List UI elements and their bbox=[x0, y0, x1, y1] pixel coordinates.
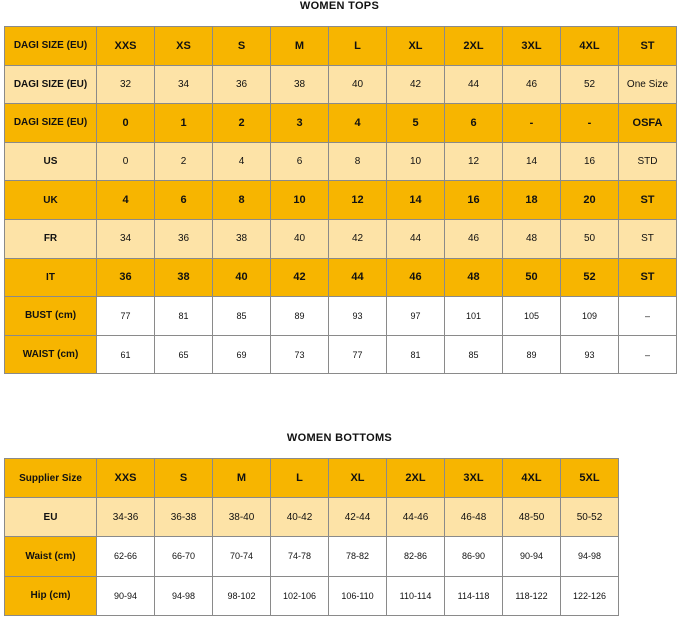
table-cell: 10 bbox=[387, 142, 445, 181]
table-cell: 32 bbox=[97, 65, 155, 104]
table-cell: 46 bbox=[503, 65, 561, 104]
row-header-cell: US bbox=[5, 142, 97, 181]
table-cell: - bbox=[503, 104, 561, 143]
table-cell: OSFA bbox=[619, 104, 677, 143]
table-cell: 61 bbox=[97, 335, 155, 374]
table-cell: 3XL bbox=[445, 459, 503, 498]
table-cell: 48 bbox=[445, 258, 503, 297]
table-cell: 89 bbox=[503, 335, 561, 374]
table-cell: 118-122 bbox=[503, 576, 561, 615]
table-cell: 65 bbox=[155, 335, 213, 374]
table-cell: 42 bbox=[271, 258, 329, 297]
row-header-cell: Waist (cm) bbox=[5, 537, 97, 576]
table-row bbox=[5, 258, 677, 297]
table-cell: 69 bbox=[213, 335, 271, 374]
table-cell: 44 bbox=[329, 258, 387, 297]
table-cell: 1 bbox=[155, 104, 213, 143]
table-cell: 40-42 bbox=[271, 498, 329, 537]
table-cell: 93 bbox=[561, 335, 619, 374]
table-cell: 42-44 bbox=[329, 498, 387, 537]
table-cell: 34 bbox=[97, 219, 155, 258]
table-cell: 48 bbox=[503, 219, 561, 258]
table-cell: 90-94 bbox=[97, 576, 155, 615]
table-cell: 4XL bbox=[503, 459, 561, 498]
table-cell: 52 bbox=[561, 258, 619, 297]
table-cell: 89 bbox=[271, 297, 329, 336]
table-cell: 0 bbox=[97, 142, 155, 181]
table-row bbox=[5, 459, 619, 498]
women-tops-size-table bbox=[4, 26, 677, 374]
table-cell: 77 bbox=[97, 297, 155, 336]
table-cell: XS bbox=[155, 27, 213, 66]
table-cell: 40 bbox=[271, 219, 329, 258]
table-cell: 6 bbox=[445, 104, 503, 143]
table-cell: 40 bbox=[329, 65, 387, 104]
table-cell: 12 bbox=[329, 181, 387, 220]
table-cell: 85 bbox=[445, 335, 503, 374]
table-cell: 14 bbox=[387, 181, 445, 220]
table-row bbox=[5, 219, 677, 258]
women-bottoms-size-table bbox=[4, 458, 619, 616]
table-cell: 18 bbox=[503, 181, 561, 220]
table-cell: – bbox=[619, 297, 677, 336]
table-row bbox=[5, 335, 677, 374]
table-cell: 50 bbox=[561, 219, 619, 258]
row-header-cell: IT bbox=[5, 258, 97, 297]
table-cell: XXS bbox=[97, 27, 155, 66]
table-cell: XL bbox=[329, 459, 387, 498]
table-cell: One Size bbox=[619, 65, 677, 104]
table-cell: 46-48 bbox=[445, 498, 503, 537]
table-cell: 3 bbox=[271, 104, 329, 143]
table-cell: M bbox=[213, 459, 271, 498]
row-header-cell: BUST (cm) bbox=[5, 297, 97, 336]
row-header-cell: Supplier Size bbox=[5, 459, 97, 498]
table-cell: 16 bbox=[561, 142, 619, 181]
table-cell: L bbox=[329, 27, 387, 66]
table-cell: 0 bbox=[97, 104, 155, 143]
table-cell: 94-98 bbox=[155, 576, 213, 615]
table-cell: 44-46 bbox=[387, 498, 445, 537]
table-cell: 14 bbox=[503, 142, 561, 181]
table-cell: 46 bbox=[445, 219, 503, 258]
table-row bbox=[5, 181, 677, 220]
table-cell: 66-70 bbox=[155, 537, 213, 576]
table-row bbox=[5, 104, 677, 143]
table-cell: STD bbox=[619, 142, 677, 181]
table-cell: 110-114 bbox=[387, 576, 445, 615]
table-cell: 90-94 bbox=[503, 537, 561, 576]
row-header-cell: FR bbox=[5, 219, 97, 258]
row-header-cell: Hip (cm) bbox=[5, 576, 97, 615]
table-cell: 102-106 bbox=[271, 576, 329, 615]
table-cell: XL bbox=[387, 27, 445, 66]
table-cell: 36 bbox=[213, 65, 271, 104]
table-cell: – bbox=[619, 335, 677, 374]
table-cell: 93 bbox=[329, 297, 387, 336]
table-cell: 38 bbox=[271, 65, 329, 104]
table-cell: 20 bbox=[561, 181, 619, 220]
table-cell: 36 bbox=[97, 258, 155, 297]
table-cell: 73 bbox=[271, 335, 329, 374]
table-cell: 81 bbox=[155, 297, 213, 336]
table-cell: 5 bbox=[387, 104, 445, 143]
table-row bbox=[5, 297, 677, 336]
table-cell: 78-82 bbox=[329, 537, 387, 576]
table-cell: 38 bbox=[155, 258, 213, 297]
table-cell: 8 bbox=[329, 142, 387, 181]
table-cell: 4XL bbox=[561, 27, 619, 66]
table-cell: 82-86 bbox=[387, 537, 445, 576]
table-cell: 3XL bbox=[503, 27, 561, 66]
table-cell: 48-50 bbox=[503, 498, 561, 537]
table-cell: 36 bbox=[155, 219, 213, 258]
table-cell: ST bbox=[619, 258, 677, 297]
table-cell: 97 bbox=[387, 297, 445, 336]
row-header-cell: WAIST (cm) bbox=[5, 335, 97, 374]
row-header-cell: UK bbox=[5, 181, 97, 220]
table-row bbox=[5, 27, 677, 66]
table-cell: 50-52 bbox=[561, 498, 619, 537]
table-cell: 114-118 bbox=[445, 576, 503, 615]
women-bottoms-title: WOMEN BOTTOMS bbox=[286, 432, 393, 444]
table-cell: ST bbox=[619, 27, 677, 66]
table-cell: 44 bbox=[445, 65, 503, 104]
table-cell: 81 bbox=[387, 335, 445, 374]
table-cell: 50 bbox=[503, 258, 561, 297]
table-cell: 77 bbox=[329, 335, 387, 374]
table-cell: 34-36 bbox=[97, 498, 155, 537]
table-row bbox=[5, 498, 619, 537]
table-cell: 70-74 bbox=[213, 537, 271, 576]
table-cell: 44 bbox=[387, 219, 445, 258]
table-cell: 52 bbox=[561, 65, 619, 104]
table-cell: 94-98 bbox=[561, 537, 619, 576]
table-cell: 74-78 bbox=[271, 537, 329, 576]
table-cell: 4 bbox=[329, 104, 387, 143]
table-row bbox=[5, 576, 619, 615]
table-cell: S bbox=[213, 27, 271, 66]
table-cell: 6 bbox=[155, 181, 213, 220]
table-cell: 4 bbox=[97, 181, 155, 220]
table-cell: - bbox=[561, 104, 619, 143]
table-cell: 42 bbox=[387, 65, 445, 104]
table-cell: 42 bbox=[329, 219, 387, 258]
table-cell: 122-126 bbox=[561, 576, 619, 615]
table-cell: L bbox=[271, 459, 329, 498]
table-cell: 36-38 bbox=[155, 498, 213, 537]
table-cell: 34 bbox=[155, 65, 213, 104]
table-cell: 12 bbox=[445, 142, 503, 181]
table-cell: 2XL bbox=[387, 459, 445, 498]
table-cell: M bbox=[271, 27, 329, 66]
women-tops-title: WOMEN TOPS bbox=[299, 0, 380, 12]
table-cell: 85 bbox=[213, 297, 271, 336]
table-cell: 109 bbox=[561, 297, 619, 336]
table-cell: 16 bbox=[445, 181, 503, 220]
table-cell: ST bbox=[619, 219, 677, 258]
table-cell: 2 bbox=[213, 104, 271, 143]
table-cell: 38-40 bbox=[213, 498, 271, 537]
table-cell: S bbox=[155, 459, 213, 498]
table-cell: 2 bbox=[155, 142, 213, 181]
table-cell: XXS bbox=[97, 459, 155, 498]
table-cell: 10 bbox=[271, 181, 329, 220]
row-header-cell: DAGI SIZE (EU) bbox=[5, 27, 97, 66]
table-cell: 101 bbox=[445, 297, 503, 336]
table-cell: ST bbox=[619, 181, 677, 220]
table-row bbox=[5, 65, 677, 104]
table-cell: 38 bbox=[213, 219, 271, 258]
table-cell: 46 bbox=[387, 258, 445, 297]
table-cell: 8 bbox=[213, 181, 271, 220]
row-header-cell: DAGI SIZE (EU) bbox=[5, 104, 97, 143]
table-cell: 86-90 bbox=[445, 537, 503, 576]
table-cell: 6 bbox=[271, 142, 329, 181]
table-cell: 2XL bbox=[445, 27, 503, 66]
table-cell: 98-102 bbox=[213, 576, 271, 615]
table-row bbox=[5, 537, 619, 576]
row-header-cell: EU bbox=[5, 498, 97, 537]
table-cell: 106-110 bbox=[329, 576, 387, 615]
table-cell: 4 bbox=[213, 142, 271, 181]
table-cell: 5XL bbox=[561, 459, 619, 498]
table-row bbox=[5, 142, 677, 181]
table-cell: 105 bbox=[503, 297, 561, 336]
row-header-cell: DAGI SIZE (EU) bbox=[5, 65, 97, 104]
table-cell: 62-66 bbox=[97, 537, 155, 576]
table-cell: 40 bbox=[213, 258, 271, 297]
